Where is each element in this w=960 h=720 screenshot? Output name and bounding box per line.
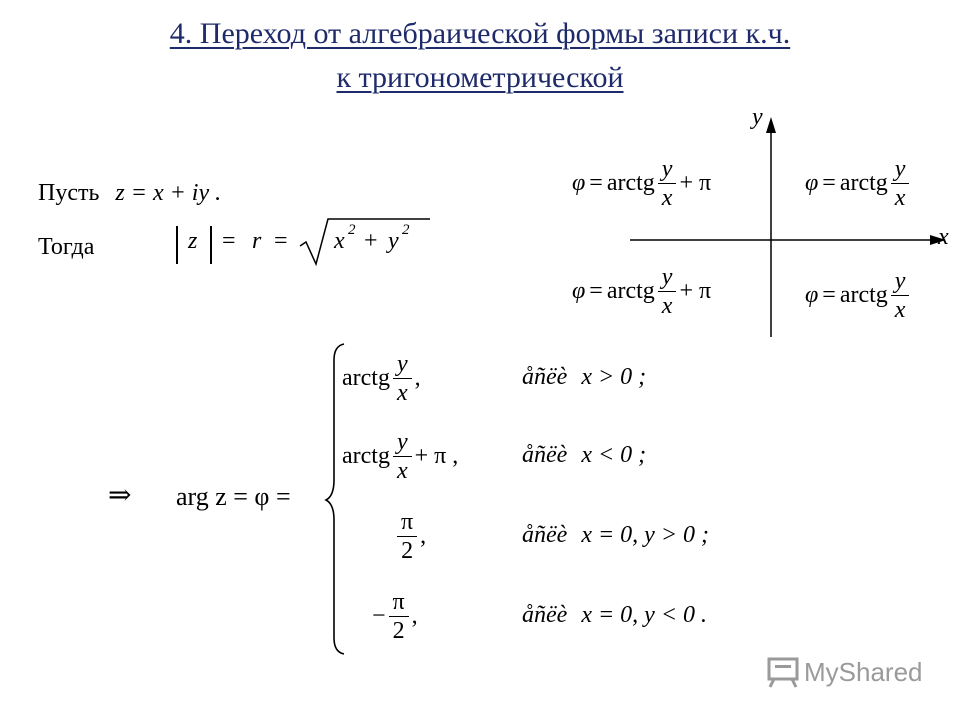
- case-3-condition: åñëè x = 0, y > 0 ;: [522, 522, 709, 548]
- case-4-expression: − $\frac{\pi}{2}$ ,: [372, 589, 418, 644]
- quadrant-formula-top-right: φ = arctg $\frac{y}{x}$: [805, 155, 912, 212]
- exponent-x: 2: [348, 222, 356, 238]
- case-3-expression: $\frac{\pi}{2}$ ,: [394, 508, 426, 565]
- modulus-z: z: [188, 228, 198, 254]
- x-axis-label: x: [938, 224, 949, 250]
- equals-2: =: [274, 228, 288, 254]
- y-axis-arrow: [766, 117, 776, 133]
- case-4-condition: åñëè x = 0, y < 0 .: [522, 602, 708, 628]
- presentation-board-icon: [766, 656, 800, 688]
- radicand-y: y: [388, 228, 399, 254]
- let-line: [38, 180, 221, 207]
- implies-arrow: ⇒: [108, 480, 132, 511]
- case-1-condition: åñëè x > 0 ;: [522, 364, 647, 390]
- watermark: [766, 656, 923, 688]
- arg-lhs: arg z = φ =: [176, 482, 291, 511]
- modulus-formula: [174, 214, 434, 270]
- quadrant-formula-bottom-right: φ = arctg $\frac{y}{x}$: [805, 267, 912, 324]
- let-expression: z = x + iy .: [115, 180, 222, 206]
- case-2-expression: arctg $\frac{y}{x}$ + π ,: [342, 429, 459, 484]
- radius-r: r: [252, 228, 262, 254]
- y-axis-label: y: [752, 104, 763, 130]
- quadrant-formula-bottom-left: φ = arctg $\frac{y}{x}$ + π: [572, 264, 712, 319]
- abs-bar-left: [176, 226, 178, 264]
- then-word: Тогда: [38, 234, 95, 260]
- plus-sign: +: [364, 228, 378, 254]
- case-1-expression: arctg $\frac{y}{x}$ ,: [342, 351, 421, 406]
- let-word: Пусть: [38, 180, 100, 206]
- equals-1: =: [222, 228, 236, 254]
- watermark-text: MyShared: [804, 656, 923, 687]
- case-2-condition: åñëè x < 0 ;: [522, 442, 647, 468]
- abs-bar-right: [210, 226, 212, 264]
- quadrant-formula-top-left: φ = arctg $\frac{y}{x}$ + π: [572, 156, 712, 211]
- slide-title-line2: к тригонометрической: [336, 61, 624, 94]
- slide-title-line1: 4. Переход от алгебраической формы записи к.ч.: [169, 17, 791, 50]
- radicand-x: x: [334, 228, 345, 254]
- exponent-y: 2: [402, 222, 410, 238]
